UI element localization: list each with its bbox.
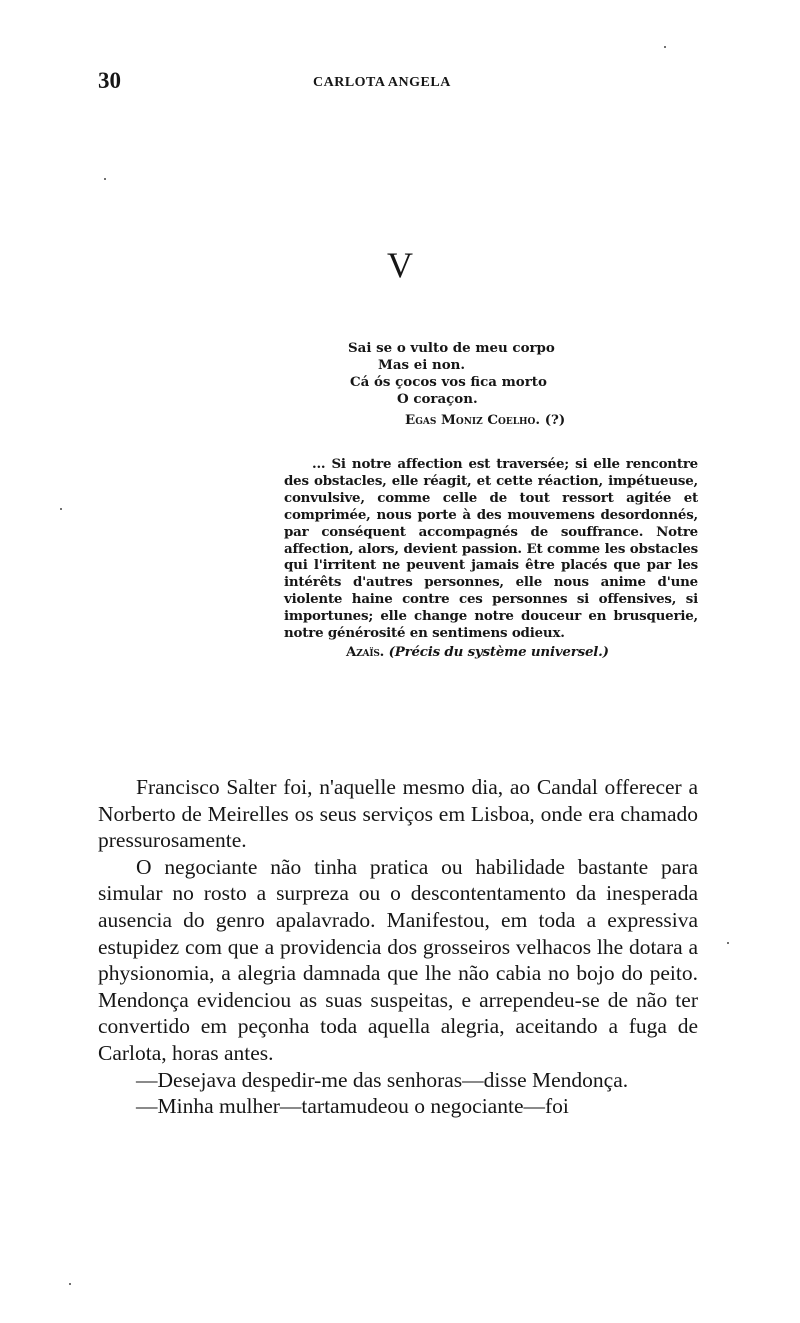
main-text [98,774,698,1120]
paragraph: —Desejava despedir-me das senhoras—disse Mendonça. [136,1067,629,1092]
scan-speck [727,942,729,944]
verse-line: Cá ós çocos vos fica morto [350,374,547,390]
scan-speck [69,1283,71,1285]
paragraph: O negociante não tinha pratica ou habilidade bastante para simular no rosto a surpreza ou o descontentamento da inesperada ausencia do genro apalavrado. Manifestou, em toda a expressiva estupidez com que a providencia dos grosseiros velhacos lhe dotara a physionomia, a alegria damnada que lhe não cabia no bojo do peito. Mendonça evidenciou as suas suspeitas, e arrependeu-se de não ter convertido em peçonha toda aquella alegria, aceitando a fuga de Carlota, horas antes. [98,854,698,1065]
paragraph: —Minha mulher—tartamudeou o negociante—foi [136,1094,569,1119]
prose-attribution-work: (Précis du système universel.) [388,643,609,660]
scan-speck [664,46,666,48]
scan-speck [104,178,106,180]
page-number: 30 [98,68,121,93]
paragraph: Francisco Salter foi, n'aquelle mesmo dia, ao Candal offerecer a Norberto de Meirelles os seus serviços em Lisboa, onde era chamado pressurosamente. [98,775,698,853]
prose-epigraph [284,456,698,661]
verse-attribution: Egas Moniz Coelho. (?) [405,412,566,428]
chapter-number: V [387,245,413,285]
verse-line: O coraçon. [397,391,478,407]
running-title: CARLOTA ANGELA [313,75,451,90]
verse-epigraph [348,340,565,429]
verse-line: Sai se o vulto de meu corpo [348,340,555,356]
page-header [98,68,698,98]
verse-line: Mas ei non. [378,357,466,373]
scan-speck [60,508,62,510]
prose-attribution [284,644,698,661]
prose-epigraph-text: ... Si notre affection est traversée; si elle rencontre des obstacles, elle réagit, et cette réaction, impétueuse, convulsive, comme celle de tout ressort agitée et comprimée, nous porte à des mouvemens desordonnés, par conséquent accompagnés de souffrance. Notre affection, alors, devient passion. Et comme les obstacles qui l'irritent ne peuvent jamais être placés que par les intérêts d'autres personnes, elle nous anime d'une violente haine contre ces personnes si offensives, si importunes; elle change notre douceur en brusquerie, notre générosité en sentimens odieux. [284,456,698,642]
prose-attribution-author: Azaïs. [346,643,385,660]
